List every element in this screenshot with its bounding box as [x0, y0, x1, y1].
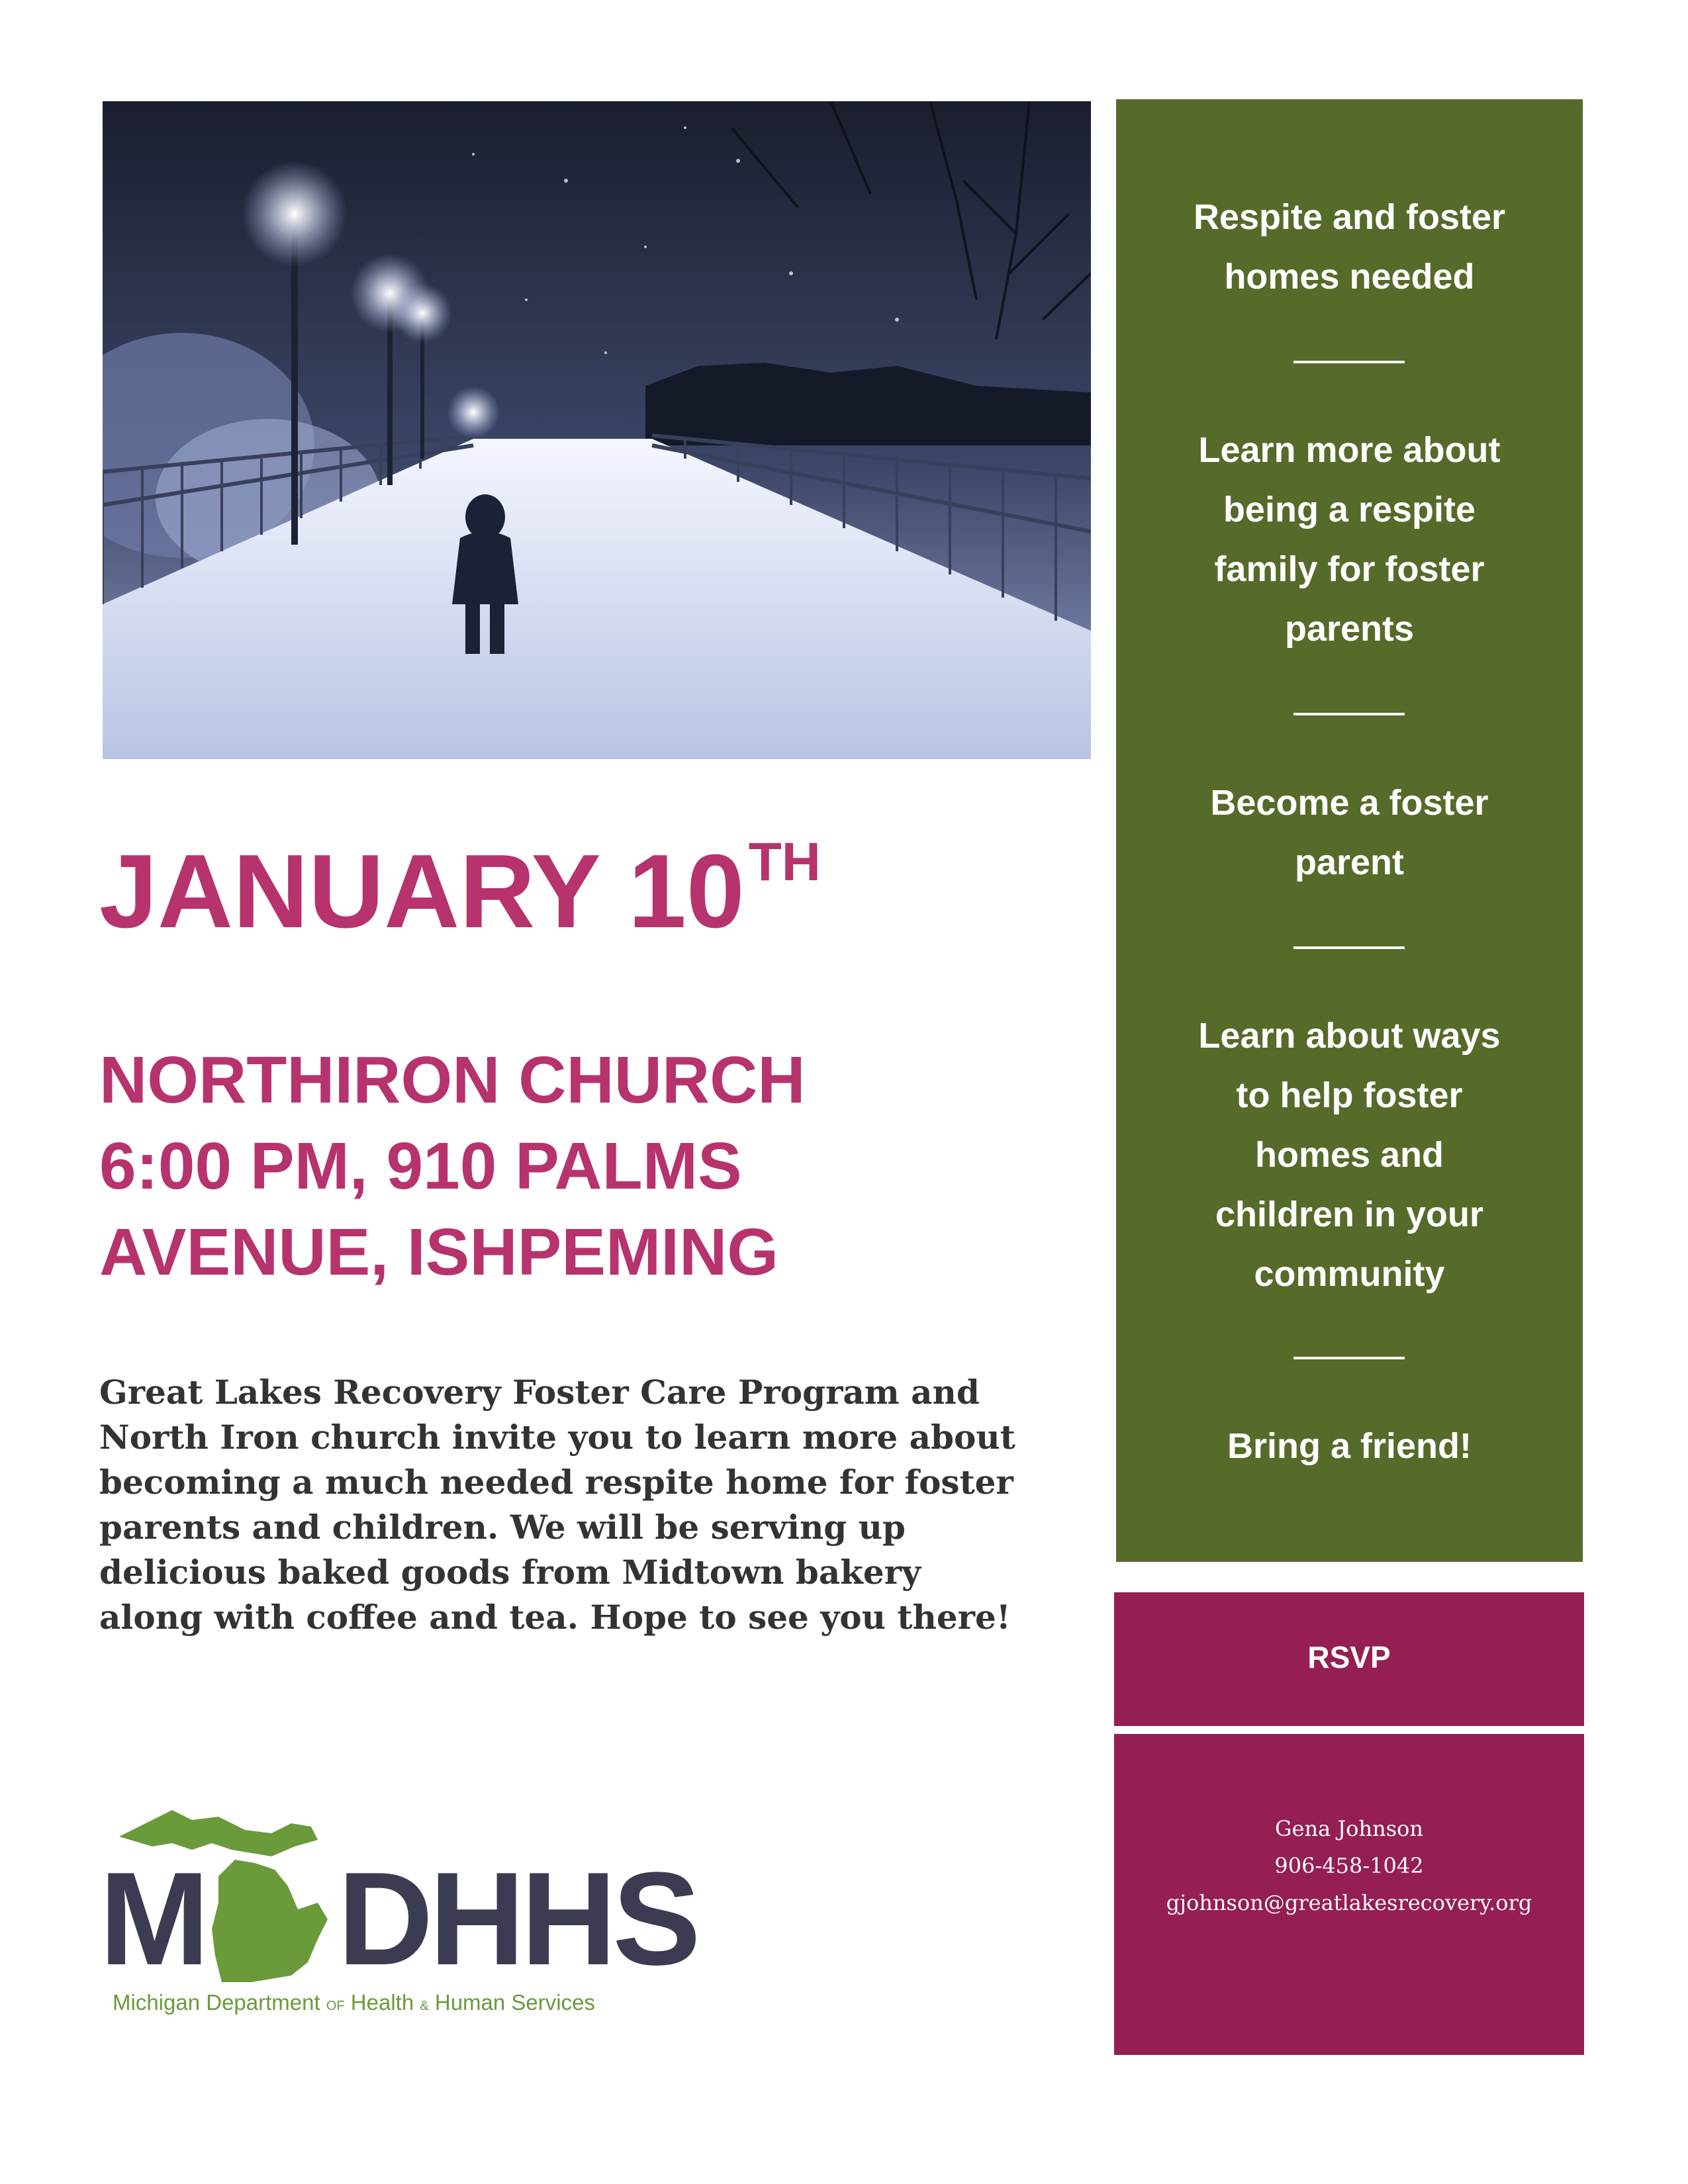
contact-details [1114, 1810, 1584, 1921]
rsvp-contact-box [1114, 1734, 1584, 2055]
winter-bridge-photo [103, 101, 1091, 759]
mdhhs-logo [99, 1797, 697, 2022]
logo-subtitle: Michigan Department OF Health & Human Services [113, 1990, 595, 2015]
sidebar-item-ways-to-help: Learn about ways to help foster homes and children in your community [1198, 1016, 1501, 1294]
sidebar-item-respite-family: Learn more about being a respite family for foster parents [1198, 430, 1501, 649]
event-venue [99, 1037, 1026, 1295]
contact-phone: 906-458-1042 [1274, 1853, 1424, 1878]
description-line: delicious baked goods from Midtown bakery [99, 1553, 921, 1592]
venue-line: AVENUE, ISHPEMING [99, 1215, 779, 1289]
logo-letter-m: M [99, 1845, 206, 1993]
description-line: becoming a much needed respite home for foster [99, 1463, 1013, 1502]
rsvp-header-box [1114, 1592, 1584, 1726]
description-line: North Iron church invite you to learn more about [99, 1418, 1015, 1457]
info-sidebar [1116, 99, 1583, 1562]
date-suffix: TH [748, 832, 821, 892]
contact-name: Gena Johnson [1275, 1816, 1423, 1841]
venue-line: 6:00 PM, 910 PALMS [99, 1129, 742, 1203]
sidebar-item-bring-friend: Bring a friend! [1227, 1426, 1472, 1466]
venue-line: NORTHIRON CHURCH [99, 1043, 806, 1117]
description-line: Great Lakes Recovery Foster Care Program and [99, 1373, 980, 1412]
divider [1293, 946, 1405, 949]
event-date [99, 832, 821, 950]
sidebar-item-become-foster: Become a foster parent [1210, 783, 1489, 882]
michigan-map-icon [119, 1797, 338, 1995]
description-line: parents and children. We will be serving up [99, 1508, 906, 1547]
contact-email: gjohnson@greatlakesrecovery.org [1166, 1890, 1532, 1915]
rsvp-label: RSVP [1307, 1640, 1391, 1674]
divider [1293, 1357, 1405, 1359]
date-main: JANUARY 10 [99, 833, 745, 950]
divider [1293, 713, 1405, 715]
sidebar-item-homes-needed: Respite and foster homes needed [1193, 197, 1506, 296]
divider [1293, 361, 1405, 363]
logo-letters-dhhs: DHHS [338, 1845, 697, 1993]
event-description [99, 1370, 1086, 1640]
description-line: along with coffee and tea. Hope to see you there! [99, 1598, 1011, 1637]
